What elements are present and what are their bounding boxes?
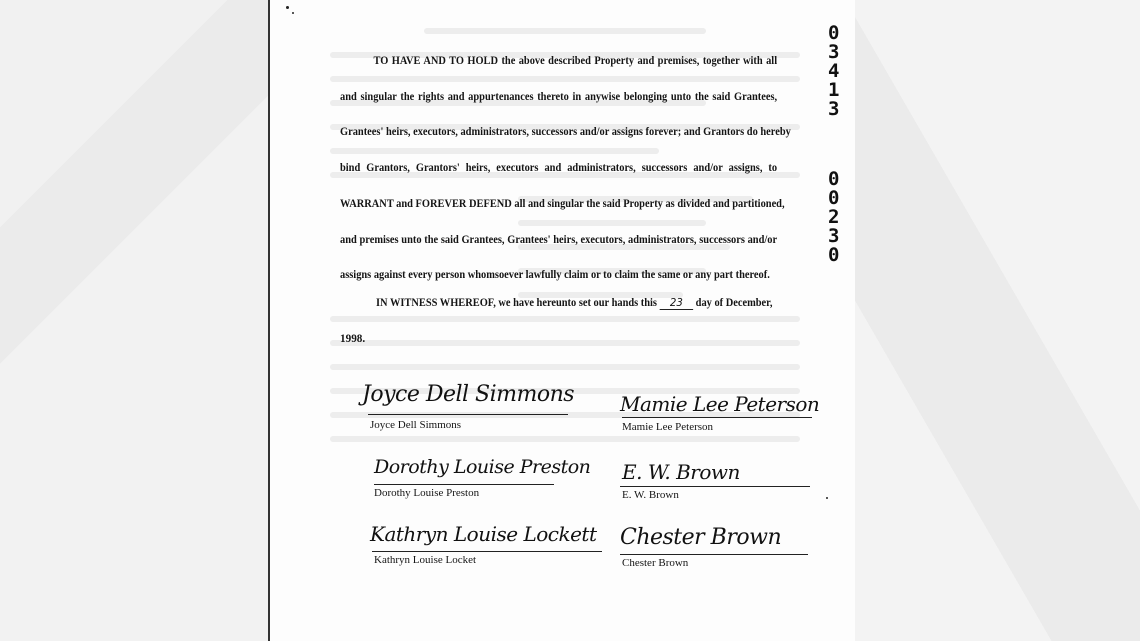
speck	[826, 497, 828, 499]
stamp-digit: 3	[828, 98, 840, 120]
signature-dorothy: Dorothy Louise Preston	[374, 456, 591, 478]
body-line: TO HAVE AND TO HOLD the above described Property and premises, together with all	[373, 55, 778, 67]
body-line: and singular the rights and appurtenances thereto in anywise belonging unto the said Grantees,	[340, 90, 778, 103]
signatory-name: Joyce Dell Simmons	[370, 419, 462, 431]
body-line: WARRANT and FOREVER DEFEND all and singular the said Property as divided and partitioned,	[340, 197, 785, 210]
signature-joyce: Joyce Dell Simmons	[362, 382, 575, 407]
witness-prefix: IN WITNESS WHEREOF, we have hereunto set our hands this	[376, 297, 657, 309]
stamp-digit: 0	[828, 168, 840, 190]
deed-body	[340, 44, 791, 294]
speck	[286, 6, 289, 9]
speck	[292, 12, 294, 14]
signature-line	[620, 486, 810, 487]
recording-stamp-book	[828, 24, 839, 119]
signature-kathryn: Kathryn Louise Lockett	[370, 522, 597, 546]
signature-chester: Chester Brown	[620, 525, 782, 550]
signatory-name: Kathryn Louise Locket	[374, 554, 477, 566]
signature-line	[622, 417, 812, 418]
stamp-digit: 0	[828, 244, 840, 266]
document-page	[268, 0, 855, 641]
background-shadow-right	[855, 0, 1140, 641]
signature-line	[368, 414, 568, 415]
signature-ew-brown: E. W. Brown	[622, 460, 740, 484]
stamp-digit: 0	[828, 22, 840, 44]
witness-day: 23	[660, 296, 693, 310]
witness-suffix: day of December,	[695, 297, 773, 309]
signature-line	[620, 554, 808, 555]
stamp-digit: 0	[828, 187, 840, 209]
signatory-name: Mamie Lee Peterson	[622, 421, 714, 433]
body-line: assigns against every person whomsoever lawfully claim or to claim the same or any part thereof.	[340, 269, 770, 282]
signatory-name: Chester Brown	[622, 557, 689, 569]
body-line: and premises unto the said Grantees, Grantees' heirs, executors, administrators, successors and/or	[340, 233, 778, 246]
stamp-digit: 4	[828, 60, 840, 82]
recording-stamp-page	[828, 170, 839, 265]
stamp-digit: 3	[828, 41, 840, 63]
signature-mamie: Mamie Lee Peterson	[620, 392, 820, 416]
stamp-digit: 2	[828, 206, 840, 228]
background-shadow	[0, 0, 268, 641]
body-line: bind Grantors, Grantors' heirs, executors and administrators, successors and/or assigns, to	[340, 162, 778, 175]
witness-year: 1998.	[340, 333, 366, 345]
stamp-digit: 1	[828, 79, 840, 101]
signatory-name: Dorothy Louise Preston	[374, 487, 480, 499]
body-line: Grantees' heirs, executors, administrators, successors and/or assigns forever; and Grantors do hereby	[340, 126, 791, 139]
signature-line	[372, 551, 602, 552]
signature-line	[374, 484, 554, 485]
witness-clause	[376, 296, 813, 310]
stamp-digit: 3	[828, 225, 840, 247]
signatory-name: E. W. Brown	[622, 489, 679, 501]
